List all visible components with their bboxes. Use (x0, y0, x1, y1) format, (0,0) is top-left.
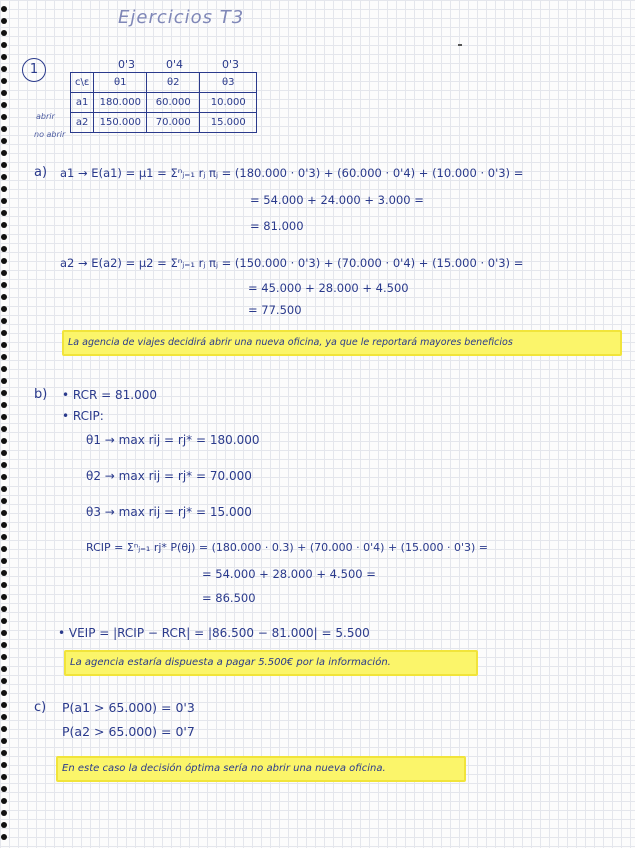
binding-hole (1, 654, 7, 660)
prob-a2-line: P(a2 > 65.000) = 0'7 (62, 724, 195, 739)
binding-hole (1, 318, 7, 324)
binding-hole (1, 162, 7, 168)
binding-hole (1, 534, 7, 540)
rcip-line: = 86.500 (202, 591, 256, 605)
binding-hole (1, 714, 7, 720)
binding-hole (1, 738, 7, 744)
part-a-line: = 54.000 + 24.000 + 3.000 = (250, 193, 424, 207)
notebook-binding-holes (0, 0, 12, 848)
binding-hole (1, 342, 7, 348)
binding-hole (1, 234, 7, 240)
binding-hole (1, 54, 7, 60)
binding-hole (1, 222, 7, 228)
binding-hole (1, 438, 7, 444)
question-number: 1 (22, 58, 46, 82)
theta3-line: θ3 → max rij = rj* = 15.000 (86, 505, 252, 519)
binding-hole (1, 174, 7, 180)
binding-hole (1, 486, 7, 492)
table-corner: c\ε (71, 73, 94, 93)
binding-hole (1, 270, 7, 276)
binding-hole (1, 822, 7, 828)
binding-hole (1, 774, 7, 780)
row-label-abrir: abrir (36, 112, 55, 121)
binding-hole (1, 66, 7, 72)
table-row (71, 93, 257, 113)
binding-hole (1, 258, 7, 264)
table-cell: 15.000 (200, 113, 257, 133)
table-cell: 180.000 (94, 93, 147, 113)
binding-hole (1, 330, 7, 336)
binding-hole (1, 558, 7, 564)
part-b-label: b) (34, 387, 48, 402)
part-a-line: a1 → E(a1) = μ1 = Σⁿⱼ₌₁ rⱼ πⱼ = (180.000 · 0'3) + (60.000 · 0'4) + (10.000 · 0'3) = (60, 166, 524, 180)
part-c-conclusion: En este caso la decisión óptima sería no abrir una nueva oficina. (56, 756, 466, 782)
binding-hole (1, 834, 7, 840)
part-a-conclusion: La agencia de viajes decidirá abrir una nueva oficina, ya que le reportará mayores beneficios (62, 330, 622, 356)
binding-hole (1, 150, 7, 156)
rcip-line: = 54.000 + 28.000 + 4.500 = (202, 567, 376, 581)
binding-hole (1, 630, 7, 636)
binding-hole (1, 594, 7, 600)
binding-hole (1, 30, 7, 36)
payoff-table (70, 72, 257, 133)
binding-hole (1, 378, 7, 384)
table-header-cell: θ1 (94, 73, 147, 93)
binding-hole (1, 546, 7, 552)
row-label-no-abrir: no abrir (34, 130, 66, 139)
binding-hole (1, 78, 7, 84)
binding-hole (1, 618, 7, 624)
binding-hole (1, 702, 7, 708)
binding-hole (1, 282, 7, 288)
binding-hole (1, 606, 7, 612)
binding-hole (1, 114, 7, 120)
table-cell: 150.000 (94, 113, 147, 133)
table-row-action: a1 (71, 93, 94, 113)
binding-hole (1, 642, 7, 648)
binding-hole (1, 690, 7, 696)
table-cell: 70.000 (147, 113, 200, 133)
part-a-line: = 77.500 (248, 303, 302, 317)
part-a-label: a) (34, 165, 48, 180)
part-a-line: = 45.000 + 28.000 + 4.500 (248, 281, 409, 295)
binding-hole (1, 750, 7, 756)
binding-hole (1, 294, 7, 300)
veip-line: • VEIP = |RCIP − RCR| = |86.500 − 81.000| = 5.500 (58, 626, 370, 640)
binding-hole (1, 582, 7, 588)
binding-hole (1, 354, 7, 360)
binding-hole (1, 786, 7, 792)
binding-hole (1, 474, 7, 480)
table-header-cell: θ3 (200, 73, 257, 93)
table-row (71, 113, 257, 133)
binding-hole (1, 426, 7, 432)
prob-theta2: 0'4 (166, 58, 184, 71)
binding-hole (1, 186, 7, 192)
binding-hole (1, 678, 7, 684)
binding-hole (1, 522, 7, 528)
rcip-line: RCIP = Σⁿⱼ₌₁ rj* P(θj) = (180.000 · 0.3) + (70.000 · 0'4) + (15.000 · 0'3) = (86, 541, 488, 554)
binding-hole (1, 210, 7, 216)
part-b-conclusion: La agencia estaría dispuesta a pagar 5.500€ por la información. (64, 650, 478, 676)
binding-hole (1, 510, 7, 516)
binding-hole (1, 726, 7, 732)
binding-hole (1, 762, 7, 768)
binding-hole (1, 402, 7, 408)
pen-mark (458, 44, 462, 46)
table-cell: 10.000 (200, 93, 257, 113)
part-a-line: a2 → E(a2) = μ2 = Σⁿⱼ₌₁ rⱼ πⱼ = (150.000 · 0'3) + (70.000 · 0'4) + (15.000 · 0'3) = (60, 256, 524, 270)
prob-a1-line: P(a1 > 65.000) = 0'3 (62, 700, 195, 715)
part-a-line: = 81.000 (250, 219, 304, 233)
table-row-action: a2 (71, 113, 94, 133)
rcr-line: • RCR = 81.000 (62, 388, 158, 402)
binding-hole (1, 42, 7, 48)
theta2-line: θ2 → max rij = rj* = 70.000 (86, 469, 252, 483)
binding-hole (1, 198, 7, 204)
binding-hole (1, 570, 7, 576)
binding-hole (1, 6, 7, 12)
binding-hole (1, 450, 7, 456)
binding-hole (1, 90, 7, 96)
binding-hole (1, 414, 7, 420)
binding-hole (1, 138, 7, 144)
binding-hole (1, 18, 7, 24)
table-header-cell: θ2 (147, 73, 200, 93)
binding-hole (1, 798, 7, 804)
table-header-row (71, 73, 257, 93)
table-cell: 60.000 (147, 93, 200, 113)
page-title: Ejercicios T3 (118, 7, 245, 28)
prob-theta1: 0'3 (118, 58, 136, 71)
binding-hole (1, 498, 7, 504)
theta1-line: θ1 → max rij = rj* = 180.000 (86, 433, 260, 447)
rcip-heading: • RCIP: (62, 409, 104, 423)
binding-hole (1, 102, 7, 108)
binding-hole (1, 246, 7, 252)
binding-hole (1, 390, 7, 396)
prob-theta3: 0'3 (222, 58, 240, 71)
binding-hole (1, 810, 7, 816)
binding-hole (1, 666, 7, 672)
binding-hole (1, 126, 7, 132)
part-c-label: c) (34, 700, 47, 715)
binding-hole (1, 366, 7, 372)
binding-hole (1, 306, 7, 312)
binding-hole (1, 462, 7, 468)
